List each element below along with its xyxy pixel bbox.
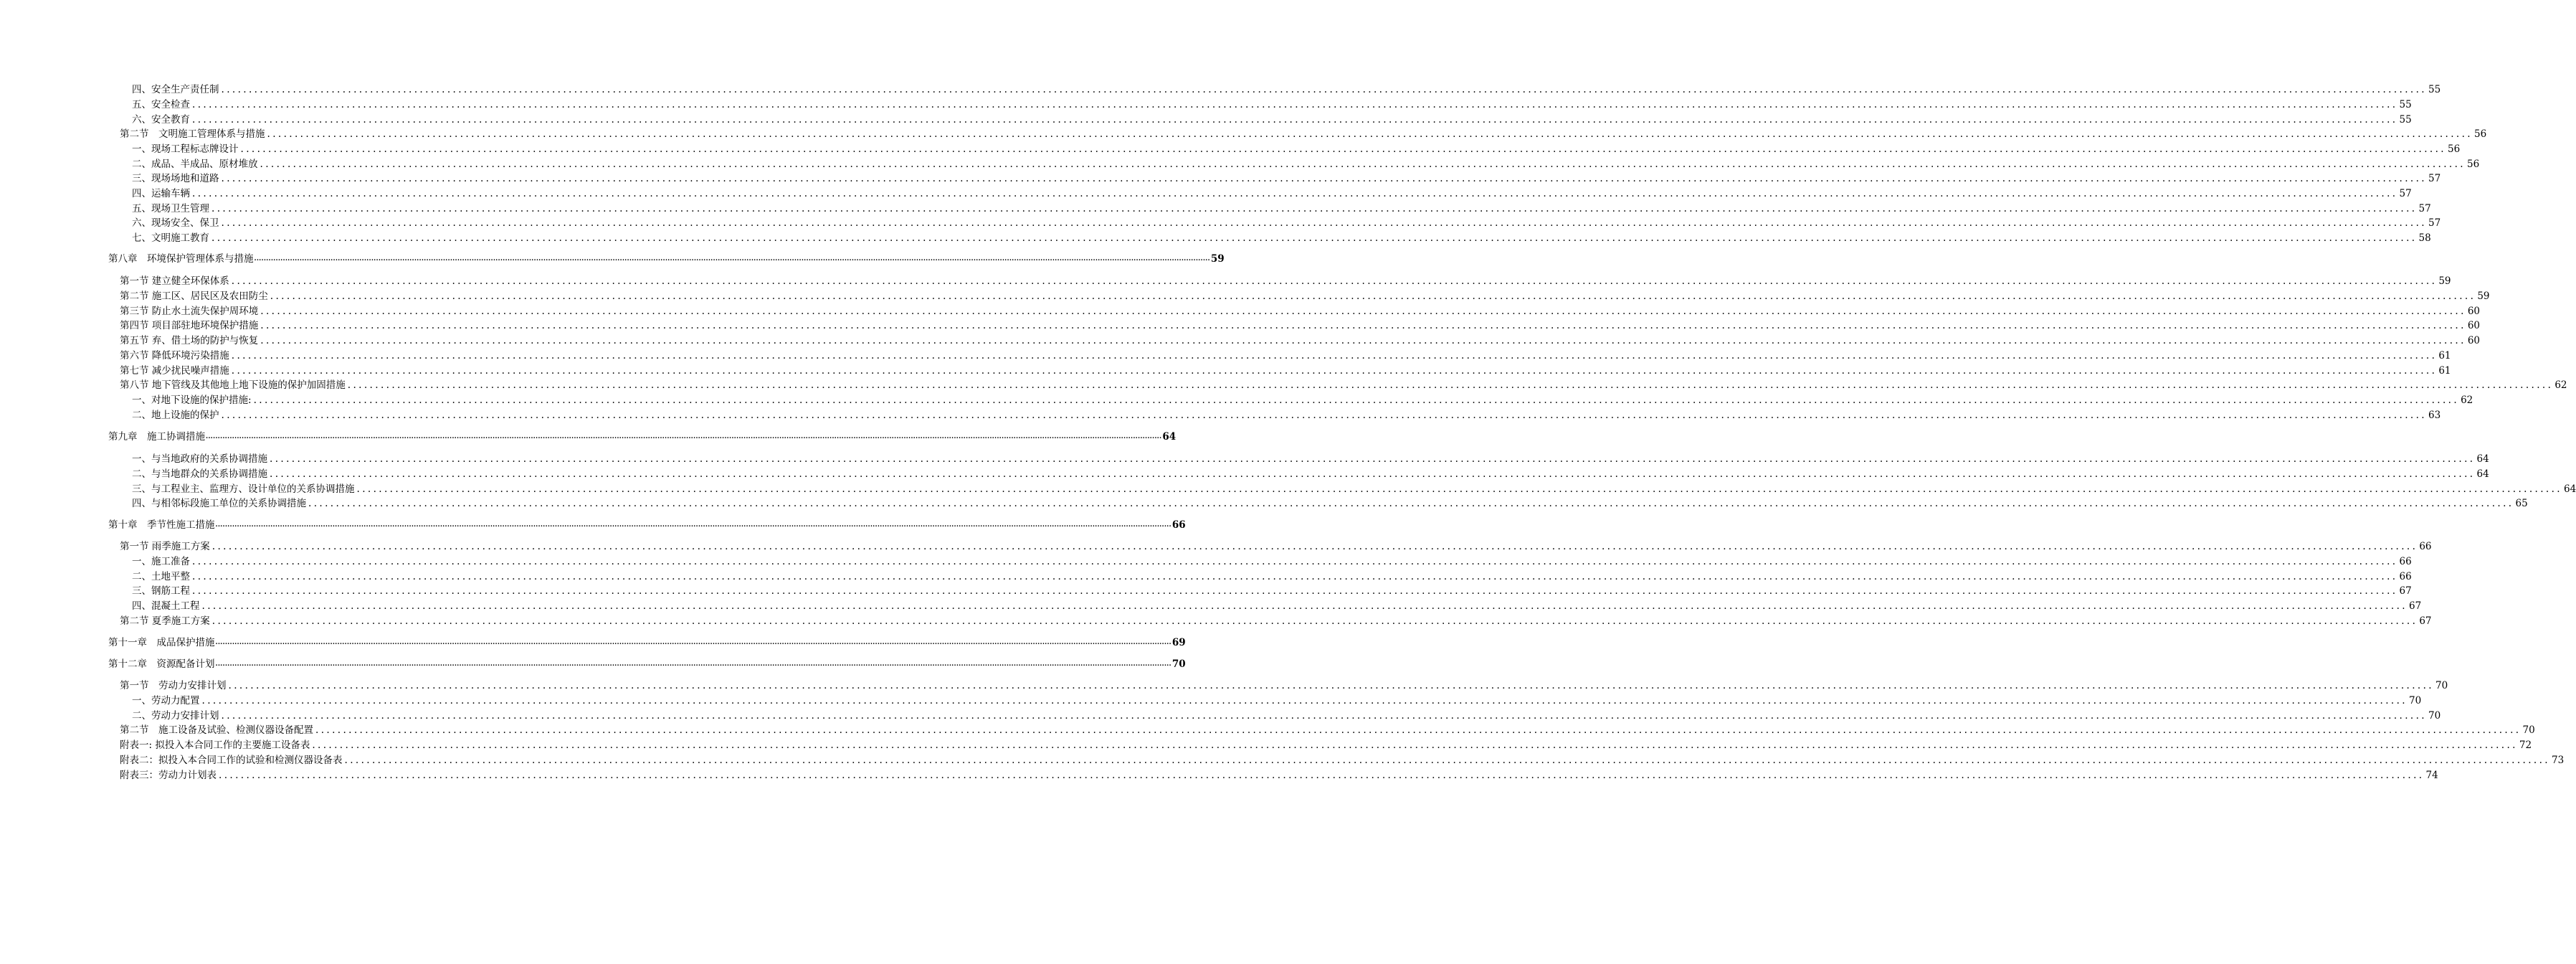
toc-subsection-entry[interactable] xyxy=(132,554,2412,569)
toc-entry-title: 一、与当地政府的关系协调措施 xyxy=(132,453,267,465)
toc-page-number: 61 xyxy=(2438,365,2451,377)
toc-chapter-entry[interactable] xyxy=(108,252,1225,266)
toc-dot-leader: ................................................................................................................................................................................................................................................................................................................................................................................................................ xyxy=(267,128,2473,140)
toc-subsection-entry[interactable] xyxy=(132,408,2441,422)
toc-page-number: 60 xyxy=(2467,306,2480,317)
toc-entry-title: 第二节 施工区、居民区及农田防尘 xyxy=(120,290,268,302)
toc-dot-leader: ................................................................................................................................................................................................................................................................................................................................................................................................................ xyxy=(231,365,2438,377)
toc-section-entry[interactable] xyxy=(120,378,2567,392)
toc-dot-leader: ................................................................................................................................................................................................................................................................................................................................................................................................................ xyxy=(228,680,2435,691)
toc-dot-leader: ................................................................................................................................................................................................................................................................................................................................................................................................................ xyxy=(192,114,2398,126)
toc-section-entry[interactable] xyxy=(120,539,2432,554)
toc-subsection-entry[interactable] xyxy=(132,599,2422,613)
toc-section-entry[interactable] xyxy=(120,127,2487,141)
toc-chapter-entry[interactable] xyxy=(108,657,1186,671)
toc-section-entry[interactable] xyxy=(120,274,2451,288)
toc-entry-title: 第十一章 成品保护措施 xyxy=(108,637,215,648)
toc-dot-leader: ................................................................................................................................................................................................................................................................................................................................................................................................................ xyxy=(315,724,2522,736)
toc-dot-leader: ................................................................................................................................................................................................................................................................................................................................................................................................................ xyxy=(253,394,2460,406)
toc-dot-leader: ................................................................................................................................................................................................................................................................................................................................................................................................................ xyxy=(260,159,2466,170)
toc-page-number: 64 xyxy=(2564,483,2576,495)
toc-dot-leader: ................................................................................................................................................................................................................................................................................................................................................................................................................ xyxy=(312,739,2518,751)
toc-page-number: 57 xyxy=(2428,217,2441,229)
toc-entry-title: 第一节 劳动力安排计划 xyxy=(120,680,227,691)
toc-entry-title: 六、现场安全、保卫 xyxy=(132,217,219,229)
toc-page-number: 59 xyxy=(2477,290,2490,302)
toc-subsection-entry[interactable] xyxy=(132,82,2441,97)
toc-entry-title: 二、土地平整 xyxy=(132,571,190,582)
toc-dot-leader: ................................................................................................................................................................................................................................................................................................................................................................................................................ xyxy=(221,173,2428,184)
toc-page-number: 64 xyxy=(2476,453,2489,465)
toc-entry-title: 第二节 夏季施工方案 xyxy=(120,615,210,627)
toc-page-number: 70 xyxy=(2522,724,2535,736)
toc-page-number: 55 xyxy=(2428,84,2441,95)
toc-subsection-entry[interactable] xyxy=(132,393,2473,407)
toc-section-entry[interactable] xyxy=(120,334,2480,348)
toc-section-entry[interactable] xyxy=(120,318,2480,333)
toc-subsection-entry[interactable] xyxy=(132,496,2528,511)
toc-dot-leader: ................................................................................................................................................................................................................................................................................................................................................................................................................ xyxy=(192,585,2398,597)
toc-page-number: 63 xyxy=(2428,410,2441,421)
toc-entry-title: 三、与工程业主、监理方、设计单位的关系协调措施 xyxy=(132,483,355,495)
toc-dot-leader: ................................................................................................................................................................................................................................................................................................................................................................................................................ xyxy=(260,335,2466,346)
toc-subsection-entry[interactable] xyxy=(132,584,2412,598)
toc-entry-title: 二、成品、半成品、原材堆放 xyxy=(132,159,258,170)
toc-dot-leader: ................................................................................................................................................................................................................................................................................................................................................................................................................ xyxy=(260,320,2466,331)
toc-entry-title: 第六节 降低环境污染措施 xyxy=(120,350,229,362)
toc-dot-leader: ................................................................................................................................................................................................................................................................................................................................................................................................................ xyxy=(221,84,2428,95)
toc-dot-leader: ................................................................................................................................................................................................................................................................................................................................................................................................................ xyxy=(192,571,2398,582)
toc-page-number: 55 xyxy=(2399,114,2412,126)
toc-dot-leader: ................................................................................................................................................................................................................................................................................................................................................................................................................ xyxy=(221,217,2428,229)
toc-dot-leader: ................................................................................................................................................................................................................................................................................................................................................................................................................ xyxy=(212,203,2418,214)
toc-dot-leader: ................................................................................................................................................................................................................................................................................................................................................................................................................ xyxy=(347,379,2554,391)
toc-section-entry[interactable] xyxy=(120,679,2448,693)
toc-dot-leader: ................................................................................................................................................................................................................................................................................................................................................................................................................ xyxy=(270,290,2476,302)
toc-entry-title: 三、钢筋工程 xyxy=(132,585,190,597)
toc-entry-title: 第三节 防止水土流失保护周环境 xyxy=(120,306,259,317)
toc-entry-title: 第五节 弃、借土场的防护与恢复 xyxy=(120,335,259,346)
toc-page-number: 60 xyxy=(2467,335,2480,346)
toc-page-number: 70 xyxy=(2428,710,2441,722)
toc-subsection-entry[interactable] xyxy=(132,482,2576,496)
toc-page-number: 57 xyxy=(2399,188,2412,199)
toc-dot-leader: ................................................................................................................................................................................................................................................................................................................................................................................................................ xyxy=(270,453,2476,465)
toc-page-number: 69 xyxy=(1171,637,1186,648)
toc-page-number: 67 xyxy=(2409,600,2422,612)
toc-entry-title: 四、与相邻标段施工单位的关系协调措施 xyxy=(132,498,306,509)
toc-subsection-entry[interactable] xyxy=(132,113,2412,127)
toc-subsection-entry[interactable] xyxy=(132,171,2441,186)
toc-subsection-entry[interactable] xyxy=(132,202,2431,216)
toc-entry-title: 第七节 减少扰民噪声措施 xyxy=(120,365,229,377)
toc-subsection-entry[interactable] xyxy=(132,452,2489,466)
toc-page-number: 67 xyxy=(2419,615,2432,627)
toc-section-entry[interactable] xyxy=(120,723,2535,737)
toc-page-number: 66 xyxy=(2399,556,2412,567)
toc-subsection-entry[interactable] xyxy=(132,694,2422,708)
toc-dot-leader: ................................................................................................................................................................................................................................................................................................................................................................................................................ xyxy=(206,433,1162,440)
toc-entry-title: 第八节 地下管线及其他地上地下设施的保护加固措施 xyxy=(120,379,346,391)
toc-entry-title: 五、现场卫生管理 xyxy=(132,203,209,214)
toc-page-number: 55 xyxy=(2399,99,2412,110)
toc-dot-leader: ................................................................................................................................................................................................................................................................................................................................................................................................................ xyxy=(344,755,2551,766)
toc-page-number: 66 xyxy=(2419,541,2432,552)
toc-entry-title: 第十章 季节性施工措施 xyxy=(108,519,215,531)
toc-entry-title: 第一节 建立健全环保体系 xyxy=(120,275,229,287)
toc-page-number: 57 xyxy=(2428,173,2441,184)
toc-chapter-entry[interactable] xyxy=(108,635,1186,650)
toc-subsection-entry[interactable] xyxy=(132,98,2412,112)
toc-entry-title: 第八章 环境保护管理体系与措施 xyxy=(108,253,254,265)
toc-dot-leader: ................................................................................................................................................................................................................................................................................................................................................................................................................ xyxy=(260,306,2466,317)
toc-entry-title: 第一节 雨季施工方案 xyxy=(120,541,210,552)
toc-page-number: 66 xyxy=(1171,519,1186,531)
toc-dot-leader: ................................................................................................................................................................................................................................................................................................................................................................................................................ xyxy=(240,143,2447,155)
toc-entry-title: 四、安全生产责任制 xyxy=(132,84,219,95)
toc-page-number: 59 xyxy=(1210,253,1225,265)
toc-page-number: 70 xyxy=(2435,680,2448,691)
toc-page-number: 56 xyxy=(2467,159,2480,170)
toc-page-number: 73 xyxy=(2552,755,2565,766)
toc-section-entry[interactable] xyxy=(120,364,2451,378)
toc-section-entry[interactable] xyxy=(120,304,2480,318)
toc-entry-title: 一、现场工程标志牌设计 xyxy=(132,143,239,155)
toc-page-number: 70 xyxy=(1171,658,1186,670)
toc-dot-leader: ................................................................................................................................................................................................................................................................................................................................................................................................................ xyxy=(356,483,2563,495)
toc-entry-title: 二、劳动力安排计划 xyxy=(132,710,219,722)
toc-page-number: 56 xyxy=(2474,128,2487,140)
toc-entry-title: 六、安全教育 xyxy=(132,114,190,126)
toc-page-number: 67 xyxy=(2399,585,2412,597)
toc-dot-leader: ................................................................................................................................................................................................................................................................................................................................................................................................................ xyxy=(221,410,2428,421)
toc-subsection-entry[interactable] xyxy=(132,186,2412,201)
toc-dot-leader: ................................................................................................................................................................................................................................................................................................................................................................................................................ xyxy=(192,188,2398,199)
toc-entry-title: 三、现场场地和道路 xyxy=(132,173,219,184)
toc-section-entry[interactable] xyxy=(120,289,2490,303)
toc-page-number: 56 xyxy=(2448,143,2461,155)
toc-dot-leader: ................................................................................................................................................................................................................................................................................................................................................................................................................ xyxy=(212,541,2418,552)
toc-section-entry[interactable] xyxy=(120,614,2432,628)
toc-chapter-entry[interactable] xyxy=(108,518,1186,532)
toc-entry-title: 第九章 施工协调措施 xyxy=(108,431,205,443)
toc-dot-leader: ................................................................................................................................................................................................................................................................................................................................................................................................................ xyxy=(270,468,2476,480)
toc-entry-title: 一、劳动力配置 xyxy=(132,695,200,707)
toc-entry-title: 四、混凝土工程 xyxy=(132,600,200,612)
toc-dot-leader: ................................................................................................................................................................................................................................................................................................................................................................................................................ xyxy=(212,232,2418,244)
toc-page-number: 66 xyxy=(2399,571,2412,582)
toc-subsection-entry[interactable] xyxy=(132,570,2412,584)
toc-page-number: 57 xyxy=(2418,203,2431,214)
toc-dot-leader: ................................................................................................................................................................................................................................................................................................................................................................................................................ xyxy=(215,661,1171,668)
toc-entry-title: 二、与当地群众的关系协调措施 xyxy=(132,468,267,480)
toc-page-number: 58 xyxy=(2418,232,2431,244)
toc-page-number: 62 xyxy=(2554,379,2567,391)
toc-entry-title: 四、运输车辆 xyxy=(132,188,190,199)
toc-page-number: 64 xyxy=(1162,431,1177,443)
toc-entry-title: 七、文明施工教育 xyxy=(132,232,209,244)
toc-dot-leader: ................................................................................................................................................................................................................................................................................................................................................................................................................ xyxy=(219,770,2425,781)
toc-dot-leader: ................................................................................................................................................................................................................................................................................................................................................................................................................ xyxy=(231,275,2438,287)
toc-dot-leader: ................................................................................................................................................................................................................................................................................................................................................................................................................ xyxy=(192,556,2398,567)
toc-entry-title: 一、施工准备 xyxy=(132,556,190,567)
toc-entry-title: 第二节 文明施工管理体系与措施 xyxy=(120,128,265,140)
toc-page-number: 59 xyxy=(2438,275,2451,287)
toc-page-number: 60 xyxy=(2467,320,2480,331)
toc-page-number: 64 xyxy=(2476,468,2489,480)
toc-dot-leader: ................................................................................................................................................................................................................................................................................................................................................................................................................ xyxy=(212,615,2418,627)
toc-entry-title: 五、安全检查 xyxy=(132,99,190,110)
toc-subsection-entry[interactable] xyxy=(132,231,2431,245)
toc-entry-title: 附表二：拟投入本合同工作的试验和检测仪器设备表 xyxy=(120,755,343,766)
toc-section-entry[interactable] xyxy=(120,738,2532,752)
toc-dot-leader: ................................................................................................................................................................................................................................................................................................................................................................................................................ xyxy=(221,710,2428,722)
toc-section-entry[interactable] xyxy=(120,753,2565,767)
toc-entry-title: 第十二章 资源配备计划 xyxy=(108,658,215,670)
toc-subsection-entry[interactable] xyxy=(132,709,2441,723)
toc-subsection-entry[interactable] xyxy=(132,216,2441,230)
toc-dot-leader: ................................................................................................................................................................................................................................................................................................................................................................................................................ xyxy=(201,600,2408,612)
toc-chapter-entry[interactable] xyxy=(108,430,1177,444)
toc-page-number: 70 xyxy=(2409,695,2422,707)
toc-page-number: 62 xyxy=(2461,394,2473,406)
toc-subsection-entry[interactable] xyxy=(132,157,2480,171)
toc-section-entry[interactable] xyxy=(120,349,2451,363)
toc-dot-leader: ................................................................................................................................................................................................................................................................................................................................................................................................................ xyxy=(201,695,2408,707)
toc-entry-title: 一、对地下设施的保护措施: xyxy=(132,394,252,406)
toc-entry-title: 附表三：劳动力计划表 xyxy=(120,770,217,781)
toc-dot-leader: ................................................................................................................................................................................................................................................................................................................................................................................................................ xyxy=(308,498,2514,509)
toc-subsection-entry[interactable] xyxy=(132,467,2489,481)
toc-entry-title: 第二节 施工设备及试验、检测仪器设备配置 xyxy=(120,724,313,736)
toc-dot-leader: ................................................................................................................................................................................................................................................................................................................................................................................................................ xyxy=(215,521,1171,529)
toc-entry-title: 附表一: 拟投入本合同工作的主要施工设备表 xyxy=(120,739,310,751)
toc-page-number: 74 xyxy=(2425,770,2438,781)
toc-dot-leader: ................................................................................................................................................................................................................................................................................................................................................................................................................ xyxy=(231,350,2438,362)
toc-entry-title: 二、地上设施的保护 xyxy=(132,410,219,421)
toc-entry-title: 第四节 项目部驻地环境保护措施 xyxy=(120,320,259,331)
toc-section-entry[interactable] xyxy=(120,768,2438,783)
toc-dot-leader: ................................................................................................................................................................................................................................................................................................................................................................................................................ xyxy=(215,639,1171,646)
toc-dot-leader: ................................................................................................................................................................................................................................................................................................................................................................................................................ xyxy=(192,99,2398,110)
toc-page-number: 61 xyxy=(2438,350,2451,362)
toc-page-number: 65 xyxy=(2515,498,2528,509)
toc-dot-leader: ................................................................................................................................................................................................................................................................................................................................................................................................................ xyxy=(254,255,1210,263)
toc-subsection-entry[interactable] xyxy=(132,142,2461,156)
toc-page-number: 72 xyxy=(2519,739,2532,751)
